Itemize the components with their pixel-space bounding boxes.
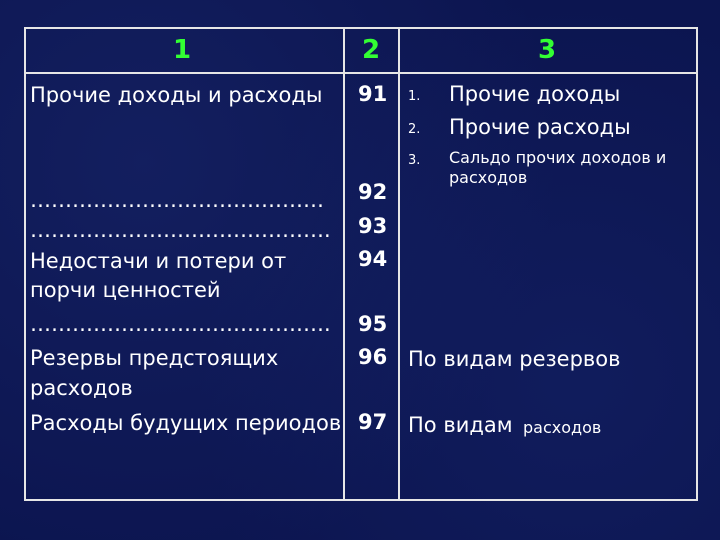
subaccount-2-number: 2. xyxy=(408,122,421,137)
table-right-border xyxy=(696,27,698,501)
table-left-border xyxy=(24,27,26,501)
account-96-name-line1: Резервы предстоящих xyxy=(30,346,279,370)
account-96-number: 96 xyxy=(358,345,388,369)
header-col-3: 3 xyxy=(538,35,557,65)
account-97-name: Расходы будущих периодов xyxy=(30,411,342,435)
account-93-number: 93 xyxy=(358,214,388,238)
table-bottom-border xyxy=(24,499,698,501)
subaccount-3-number: 3. xyxy=(408,153,421,168)
account-95-name: ……………………………………. xyxy=(30,312,331,336)
header-separator xyxy=(24,72,698,74)
subaccount-1-label: Прочие доходы xyxy=(449,82,621,106)
account-92-number: 92 xyxy=(358,180,388,204)
account-97-analytics-a: По видам xyxy=(408,413,513,437)
table-top-border xyxy=(24,27,698,29)
column-separator-2 xyxy=(398,27,400,501)
account-91-name: Прочие доходы и расходы xyxy=(30,83,323,107)
header-col-2: 2 xyxy=(362,35,381,65)
account-95-number: 95 xyxy=(358,312,388,336)
header-col-1: 1 xyxy=(173,35,192,65)
column-separator-1 xyxy=(343,27,345,501)
subaccount-3-label-line1: Сальдо прочих доходов и xyxy=(449,148,667,167)
account-94-number: 94 xyxy=(358,247,388,271)
account-93-name: ……………………………………. xyxy=(30,218,331,242)
account-97-analytics-b: расходов xyxy=(523,418,602,437)
subaccount-3-label-line2: расходов xyxy=(449,168,528,187)
account-94-name-line2: порчи ценностей xyxy=(30,278,221,302)
subaccount-2-label: Прочие расходы xyxy=(449,115,631,139)
account-96-analytics: По видам резервов xyxy=(408,347,621,371)
account-91-number: 91 xyxy=(358,82,388,106)
account-92-name: …………………………………… xyxy=(30,188,324,212)
account-97-number: 97 xyxy=(358,410,388,434)
account-94-name-line1: Недостачи и потери от xyxy=(30,249,287,273)
account-96-name-line2: расходов xyxy=(30,376,133,400)
subaccount-1-number: 1. xyxy=(408,89,421,104)
